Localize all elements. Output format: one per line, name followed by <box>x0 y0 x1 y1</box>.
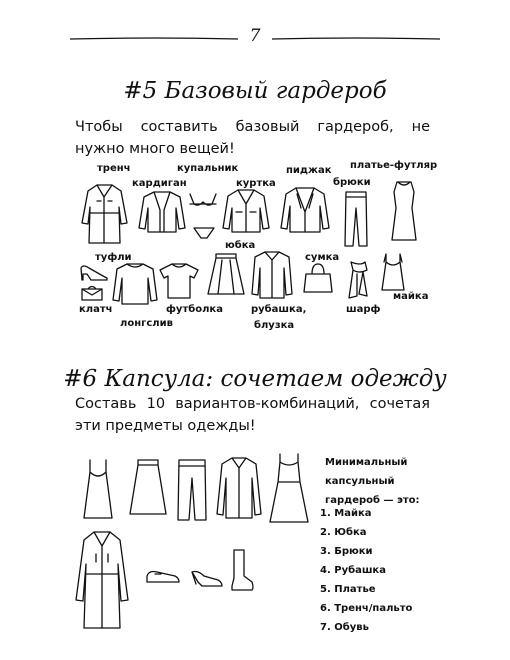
section-heading-capsule: #6 Капсула: сочетаем одежду <box>63 366 447 392</box>
clutch-icon <box>80 284 104 302</box>
label-trench: тренч <box>97 163 131 174</box>
boot-icon <box>224 548 256 592</box>
blazer-icon <box>280 186 330 234</box>
capsule-list <box>320 504 440 637</box>
section-text-basic-wardrobe: Чтобы составить базовый гардероб, не нужно много вещей! <box>75 119 430 157</box>
label-bag: сумка <box>305 252 340 263</box>
label-blazer: пиджак <box>286 165 332 176</box>
pump-shoes-icon <box>79 262 109 282</box>
label-cardigan: кардиган <box>132 178 187 189</box>
label-jacket: куртка <box>236 178 276 189</box>
label-longsleeve: лонгслив <box>120 318 173 329</box>
list-item: 5. Платье <box>320 584 376 595</box>
handbag-icon <box>302 262 334 294</box>
label-shirt-line2: блузка <box>254 320 295 331</box>
swimsuit-top-icon <box>188 192 218 208</box>
shirt-icon-2 <box>216 456 262 520</box>
dress-icon-2 <box>268 452 310 524</box>
label-shirt-line1: рубашка, <box>251 304 307 315</box>
list-item: 4. Рубашка <box>320 565 386 576</box>
label-top: майка <box>393 291 429 302</box>
tank-top-icon <box>378 252 408 292</box>
trench-coat-icon <box>77 183 132 245</box>
list-item: 6. Тренч/пальто <box>320 603 413 614</box>
list-item: 7. Обувь <box>320 622 369 633</box>
label-shoes: туфли <box>95 252 132 263</box>
swimsuit-bottom-icon <box>192 226 216 240</box>
skirt-icon <box>206 252 246 296</box>
tank-top-icon-2 <box>80 458 116 520</box>
scarf-icon <box>345 260 371 300</box>
cardigan-icon <box>138 190 186 234</box>
label-dress: платье-футляр <box>350 160 438 171</box>
label-scarf: шарф <box>346 304 381 315</box>
sheath-dress-icon <box>388 180 420 242</box>
list-item: 3. Брюки <box>320 546 373 557</box>
tshirt-icon <box>158 262 200 300</box>
label-skirt: юбка <box>225 240 256 251</box>
trousers-icon <box>343 190 369 248</box>
coat-icon-2 <box>72 530 132 630</box>
loafer-icon <box>145 566 181 584</box>
skirt-icon-2 <box>128 458 168 516</box>
capsule-list-title: Минимальный капсульный гардероб — это: <box>325 457 420 506</box>
jacket-icon <box>222 188 270 234</box>
label-swimsuit: купальник <box>177 163 239 174</box>
shirt-blouse-icon <box>251 250 293 300</box>
longsleeve-icon <box>112 262 158 306</box>
section-text-capsule: Составь 10 вариантов-комбинаций, сочетая эти предметы одежды! <box>75 396 430 434</box>
heel-shoe-icon <box>190 568 224 588</box>
label-trousers: брюки <box>333 177 371 188</box>
list-item: 1. Майка <box>320 508 372 519</box>
page-number: 7 <box>249 26 261 46</box>
section-heading-basic-wardrobe: #5 Базовый гардероб <box>123 78 387 104</box>
label-clutch: клатч <box>79 304 113 315</box>
label-tshirt: футболка <box>166 304 223 315</box>
list-item: 2. Юбка <box>320 527 367 538</box>
trousers-icon-2 <box>175 458 209 522</box>
